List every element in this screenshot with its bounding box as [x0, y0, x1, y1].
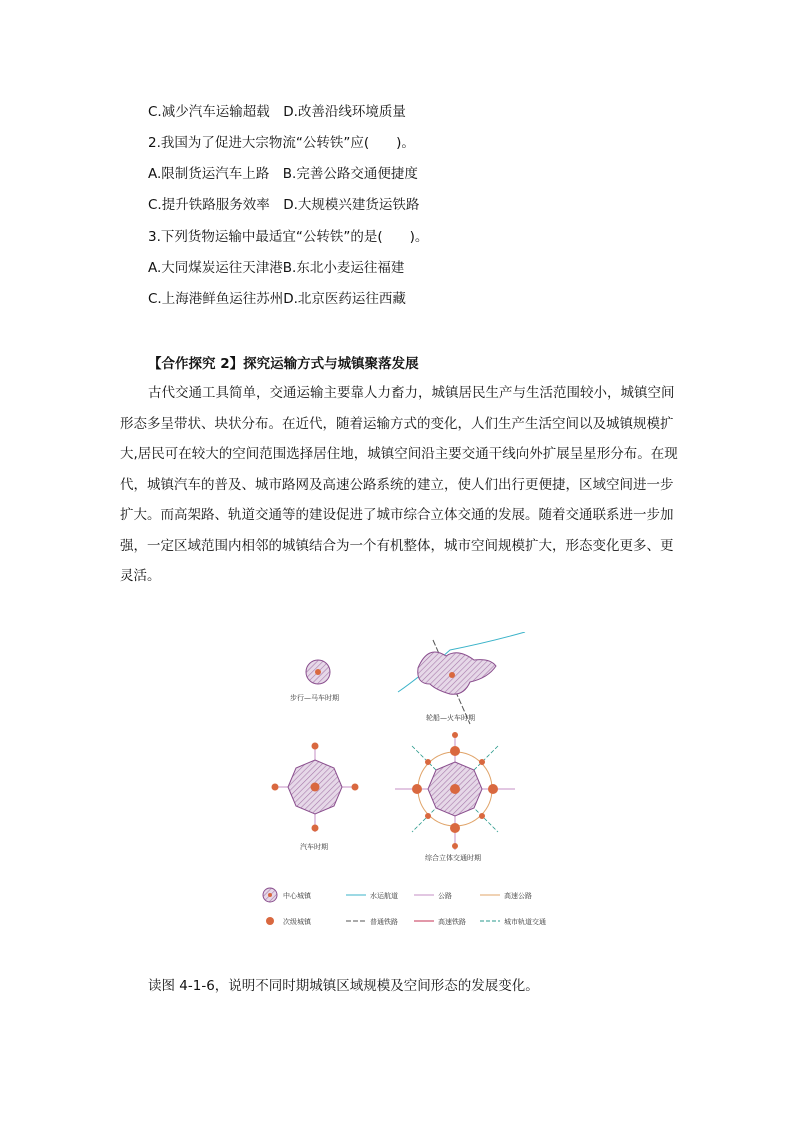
town-evolution-figure: [250, 632, 550, 932]
integrated-period-diagram: [395, 732, 515, 862]
legend-road: 公路: [438, 892, 452, 900]
caption-walk: 步行—马车时期: [290, 694, 339, 702]
task-question: 读图 4-1-6，说明不同时期城镇区域规模及空间形态的发展变化。: [148, 978, 539, 994]
legend-railway: 普通铁路: [370, 918, 398, 926]
q3-options-ab: A.大同煤炭运往天津港B.东北小麦运往福建: [148, 260, 405, 276]
legend-urban-rail: 城市轨道交通: [504, 918, 546, 926]
caption-car: 汽车时期: [300, 843, 328, 851]
walk-period-diagram: [290, 660, 339, 702]
section-paragraph: 古代交通工具简单，交通运输主要靠人力畜力，城镇居民生产与生活范围较小，城镇空间形态多呈带状、块状分布。在近代，随着运输方式的变化，人们生产生活空间以及城镇规模扩大,居民可在较大的空间范围选择居住地，城镇空间沿主要交通干线向外扩展呈星形分布。在现代，城镇汽车的普及、城市路网及高速公路系统的建立，使人们出行更便捷，区域空间进一步扩大。而高架路、轨道交通等的建设促进了城市综合立体交通的发展。随着交通联系进一步加强，一定区域范围内相邻的城镇结合为一个有机整体，城市空间规模扩大，形态变化更多、更灵活。: [120, 385, 678, 584]
section-title: 【合作探究 2】探究运输方式与城镇聚落发展: [148, 356, 419, 372]
caption-ship: 轮船—火车时期: [426, 714, 475, 722]
q2-options-ab: A.限制货运汽车上路 B.完善公路交通便捷度: [148, 166, 418, 182]
car-period-diagram: [272, 743, 359, 852]
q2-stem: 2.我国为了促进大宗物流“公转铁”应( )。: [148, 135, 415, 151]
legend-secondary-town: 次级城镇: [283, 918, 311, 926]
ship-period-diagram: [398, 632, 525, 724]
legend-central-town: 中心城镇: [283, 892, 311, 900]
q2-options-cd: C.提升铁路服务效率 D.大规模兴建货运铁路: [148, 197, 420, 213]
legend-waterway: 水运航道: [370, 892, 398, 900]
q3-stem: 3.下列货物运输中最适宜“公转铁”的是( )。: [148, 229, 429, 245]
figure-legend: [263, 888, 546, 926]
legend-high-speed-rail: 高速铁路: [438, 918, 466, 926]
q1-options-cd: C.减少汽车运输超载 D.改善沿线环境质量: [148, 104, 406, 120]
legend-highway: 高速公路: [504, 892, 532, 900]
caption-integrated: 综合立体交通时期: [425, 854, 481, 862]
q3-options-cd: C.上海港鲜鱼运往苏州D.北京医药运往西藏: [148, 291, 406, 307]
